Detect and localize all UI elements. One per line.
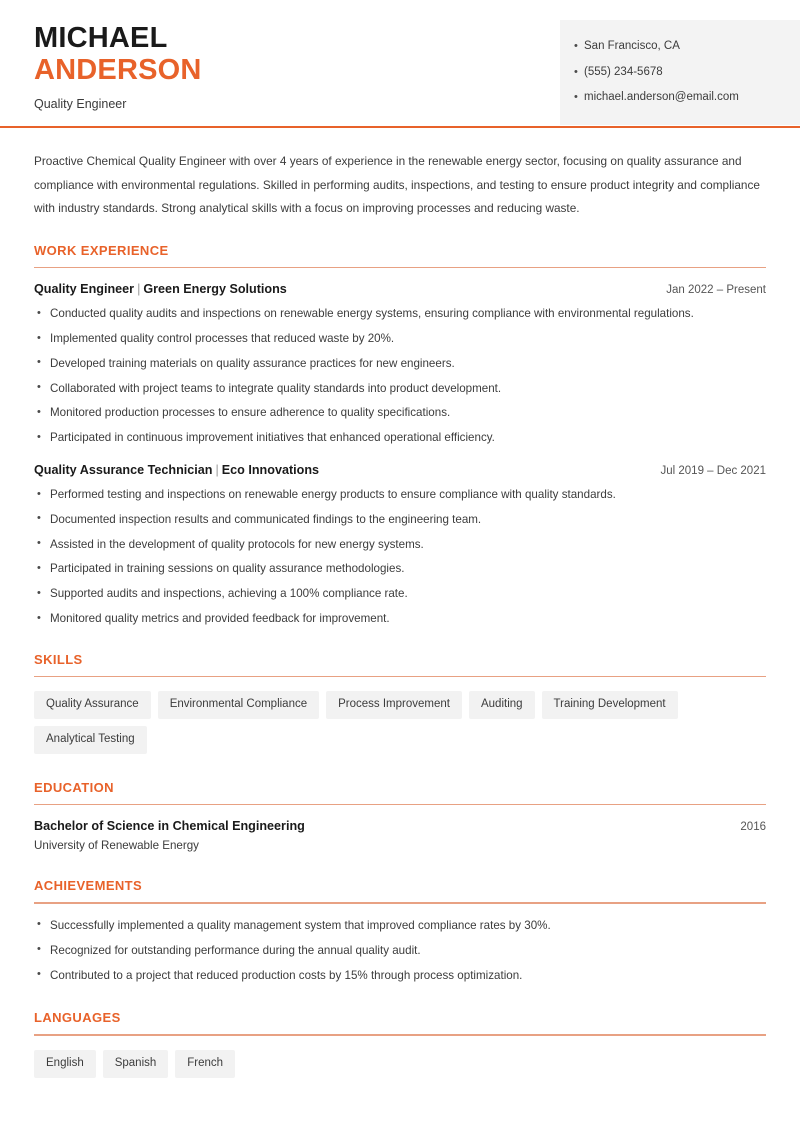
contact-item-phone[interactable] [574,60,784,86]
experience-role: Quality Engineer [34,282,135,297]
contact-phone-text: (555) 234-5678 [584,65,663,78]
experience-date: Jan 2022 – Present [666,284,766,297]
section-skills [34,652,766,754]
experience-entry-header [34,463,766,477]
bullet-dot-icon: • [574,91,578,104]
name-first: MICHAEL [34,22,168,54]
contact-box [560,20,800,125]
experience-date: Jul 2019 – Dec 2021 [660,465,766,478]
skill-tag[interactable]: Analytical Testing [34,726,147,754]
list-item: • Conducted quality audits and inspections on renewable energy systems, ensuring compliance with environmental regulations. [34,306,766,323]
section-title-education: EDUCATION [34,779,114,795]
skills-tag-list [34,691,766,754]
section-achievements [34,878,766,984]
section-divider [34,902,766,904]
education-entry [34,819,766,852]
section-title-achievements: ACHIEVEMENTS [34,878,143,894]
section-title-languages: LANGUAGES [34,1010,121,1026]
list-item: • Assisted in the development of quality protocols for new energy systems. [34,537,766,554]
section-work-experience [34,243,766,628]
achievements-bullet-list [34,918,766,984]
language-tag[interactable]: Spanish [103,1050,169,1078]
list-item: • Successfully implemented a quality management system that improved compliance rates by 30%. [34,918,766,935]
title-separator: | [215,463,219,478]
experience-bullet-list [34,487,766,628]
education-entry-header [34,819,766,833]
list-item: • Supported audits and inspections, achieving a 100% compliance rate. [34,586,766,603]
list-item: • Contributed to a project that reduced production costs by 15% through process optimization. [34,968,766,985]
list-item: • Performed testing and inspections on renewable energy products to ensure compliance with quality standards. [34,487,766,504]
skill-tag[interactable]: Environmental Compliance [158,691,319,719]
job-title: Quality Engineer [34,96,127,111]
section-divider [34,676,766,678]
header-divider [0,126,800,128]
languages-tag-list [34,1050,766,1078]
bullet-dot-icon: • [574,40,578,52]
skill-tag[interactable]: Auditing [469,691,535,719]
section-languages [34,1010,766,1077]
education-school: University of Renewable Energy [34,839,199,853]
section-title-work-experience: WORK EXPERIENCE [34,242,169,258]
list-item: • Implemented quality control processes that reduced waste by 20%. [34,331,766,348]
bullet-dot-icon: • [574,65,578,78]
experience-bullet-list [34,306,766,447]
skill-tag[interactable]: Quality Assurance [34,691,151,719]
experience-entry [34,282,766,447]
name-last: ANDERSON [34,54,202,87]
professional-summary: Proactive Chemical Quality Engineer with over 4 years of experience in the renewable energy sector, focusing on quality assurance and compliance with environmental regulations. Skilled in performing audits, inspections, and testing to ensure product integrity and compliance with industry standards. Strong analytical skills with a focus on improving processes and reducing waste. [34,154,760,216]
section-divider [34,1034,766,1036]
section-divider [34,267,766,269]
identity-block [0,22,202,111]
section-divider [34,804,766,806]
contact-item-location[interactable] [574,34,784,60]
list-item: • Collaborated with project teams to integrate quality standards into product development. [34,381,766,398]
education-year: 2016 [740,821,766,834]
experience-title [34,282,287,296]
skill-tag[interactable]: Training Development [542,691,678,719]
resume-content [0,150,800,1078]
experience-entry [34,463,766,628]
skill-tag[interactable]: Process Improvement [326,691,462,719]
language-tag[interactable]: French [175,1050,235,1078]
list-item: • Monitored quality metrics and provided feedback for improvement. [34,611,766,628]
list-item: • Participated in continuous improvement initiatives that enhanced operational efficiency. [34,430,766,447]
experience-company: Green Energy Solutions [143,282,287,297]
experience-entry-header [34,282,766,296]
list-item: • Participated in training sessions on quality assurance methodologies. [34,561,766,578]
section-title-skills: SKILLS [34,651,83,667]
title-separator: | [137,282,141,297]
list-item: • Monitored production processes to ensure adherence to quality specifications. [34,405,766,422]
list-item: • Developed training materials on quality assurance practices for new engineers. [34,356,766,373]
experience-company: Eco Innovations [221,463,320,478]
section-education [34,780,766,853]
contact-location-text: San Francisco, CA [584,40,680,52]
experience-title [34,463,319,477]
list-item: • Recognized for outstanding performance during the annual quality audit. [34,943,766,960]
contact-item-email[interactable] [574,85,784,111]
education-degree: Bachelor of Science in Chemical Engineering [34,819,305,834]
experience-role: Quality Assurance Technician [34,463,213,478]
contact-email-text: michael.anderson@email.com [584,91,739,104]
language-tag[interactable]: English [34,1050,96,1078]
list-item: • Documented inspection results and communicated findings to the engineering team. [34,512,766,529]
resume-header [0,0,800,128]
